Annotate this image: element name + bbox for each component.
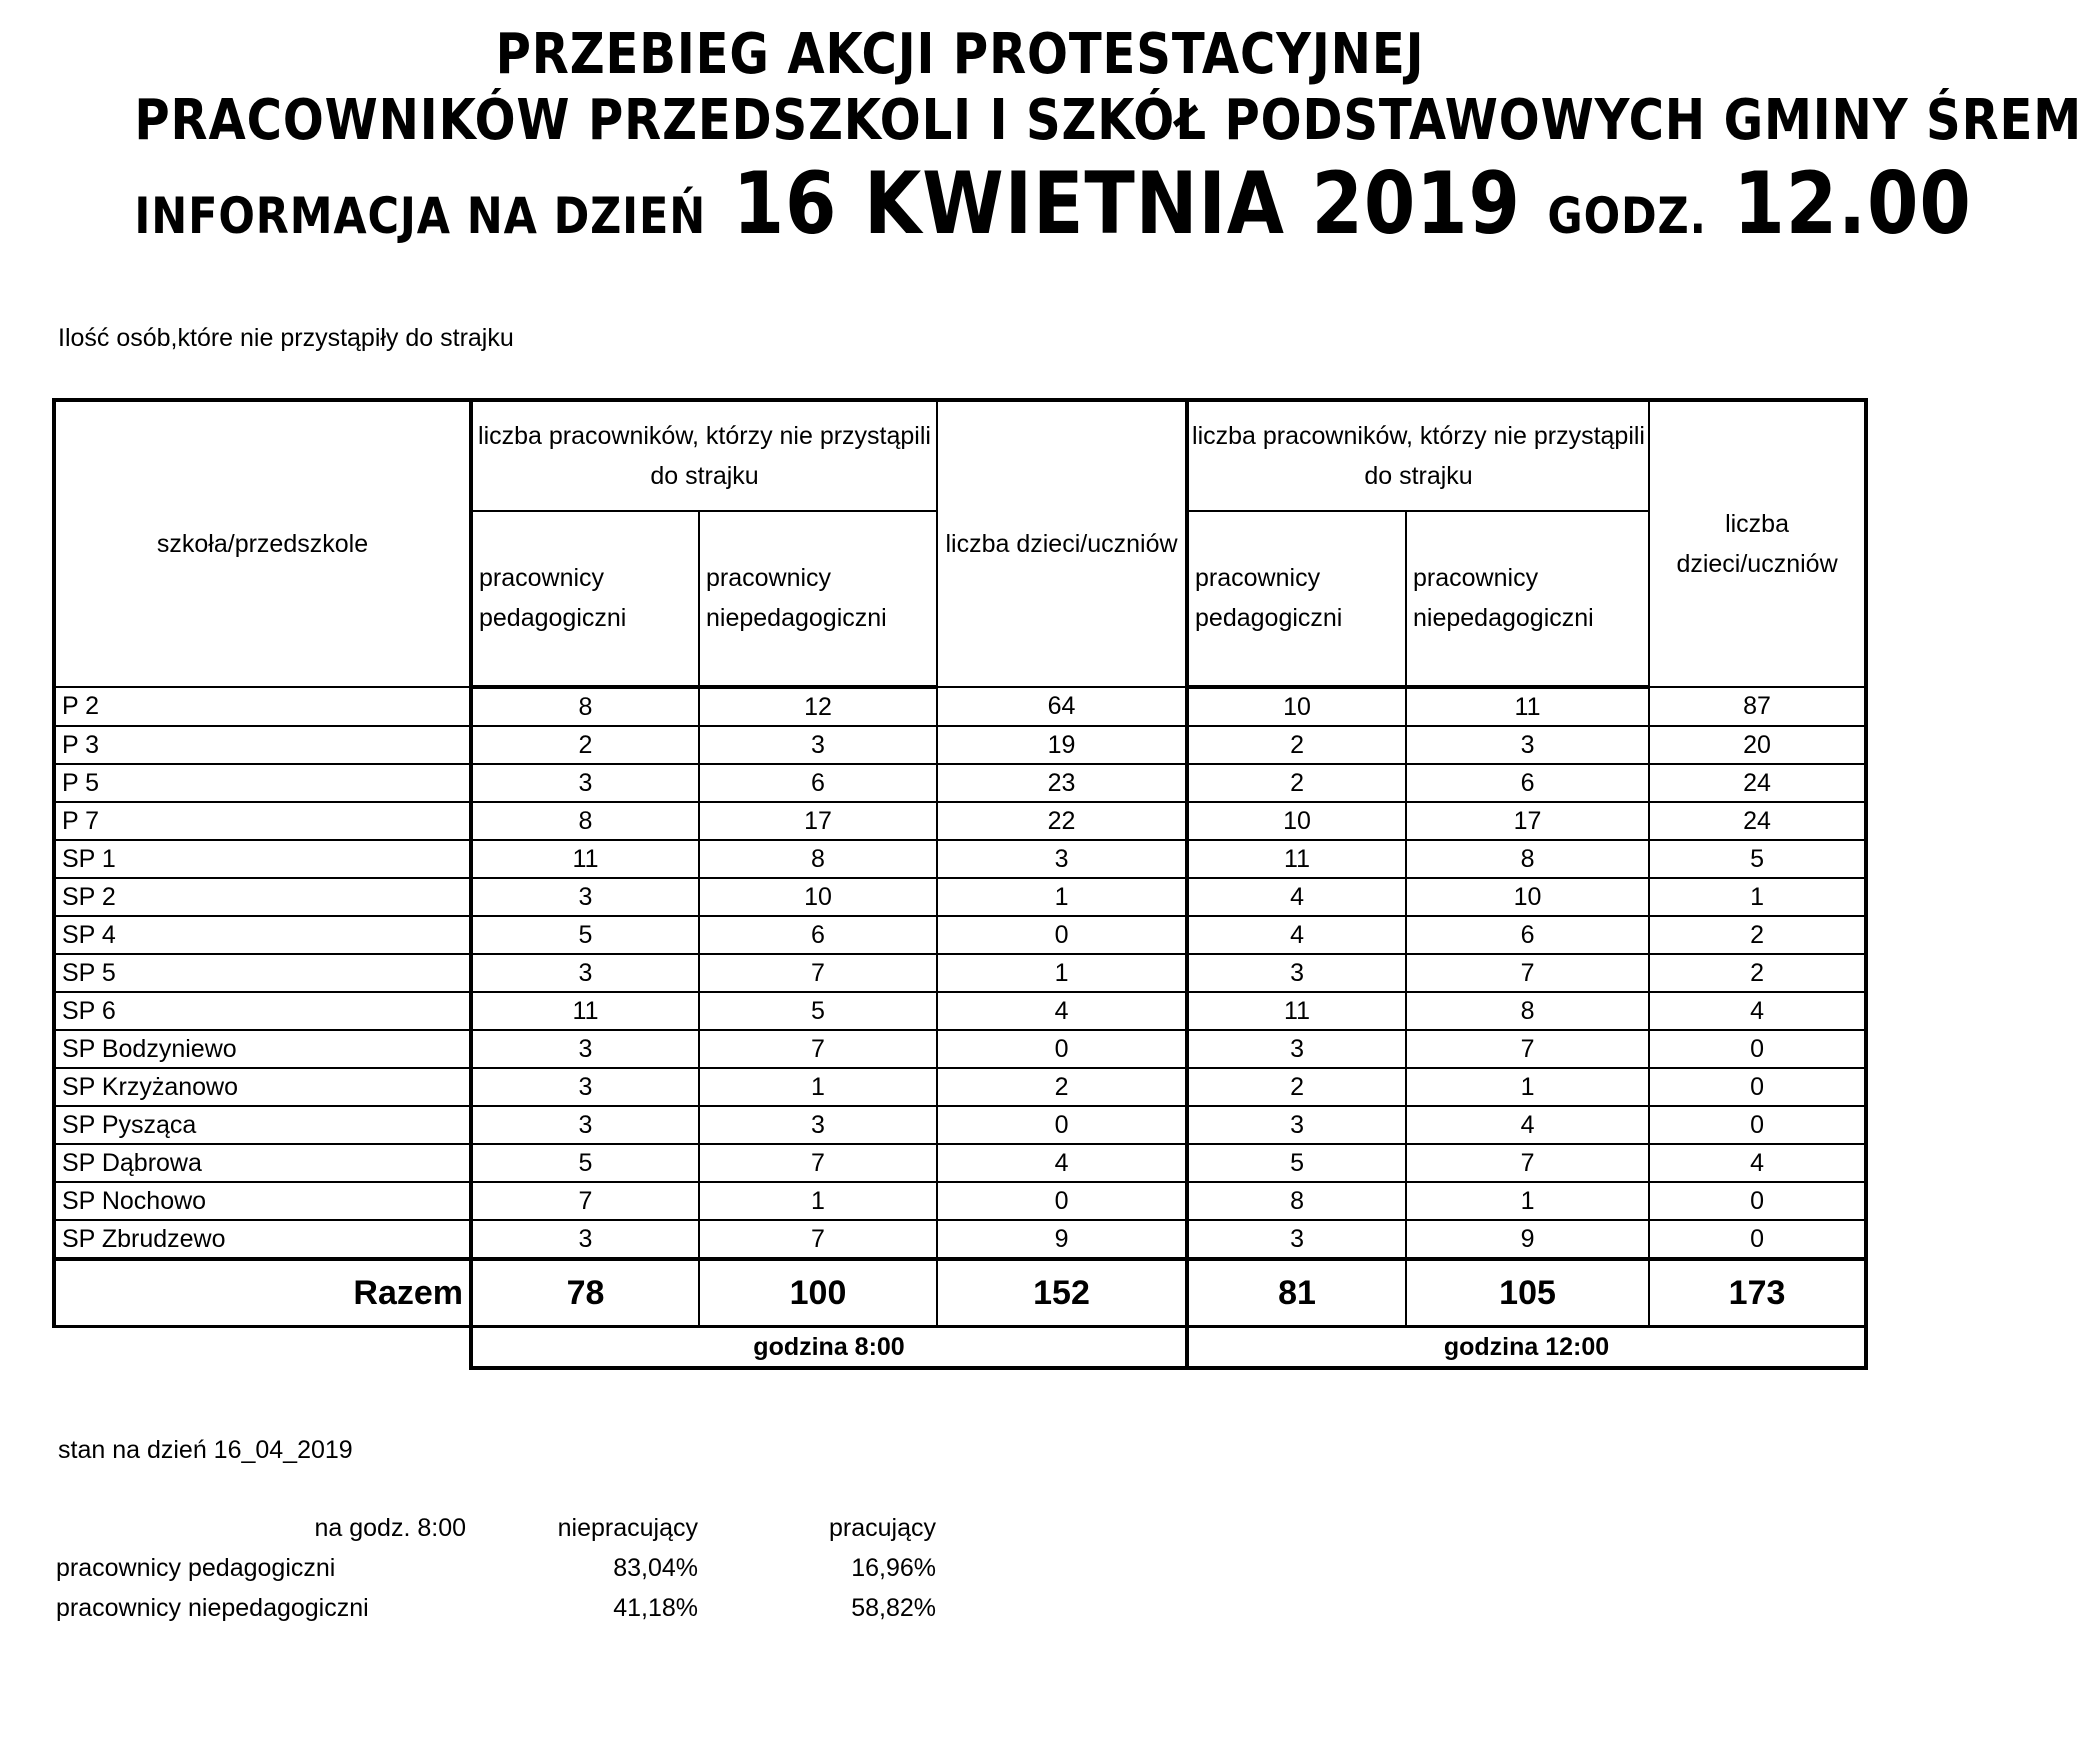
table-cell: 1: [1406, 1182, 1649, 1220]
table-cell: 4: [1187, 878, 1406, 916]
table-cell: 8: [471, 802, 699, 840]
table-row: [54, 1068, 1866, 1106]
table-row: [54, 764, 1866, 802]
header-nieped-12: pracownicy niepedagogiczni: [1406, 511, 1649, 687]
table-cell: 4: [1187, 916, 1406, 954]
table-cell: 3: [1406, 726, 1649, 764]
table-row: [54, 916, 1866, 954]
table-cell: 3: [471, 1220, 699, 1259]
table-cell: 4: [1649, 992, 1866, 1030]
table-cell: 3: [1187, 954, 1406, 992]
row-school-name: P 3: [54, 726, 471, 764]
title-line-3: [134, 154, 1972, 254]
stats-header-working: pracujący: [829, 1513, 936, 1542]
table-row: [54, 954, 1866, 992]
table-cell: 2: [471, 726, 699, 764]
table-cell: 1: [1649, 878, 1866, 916]
table-cell: 7: [699, 1144, 937, 1182]
row-school-name: SP 1: [54, 840, 471, 878]
table-cell: 11: [1187, 992, 1406, 1030]
table-cell: 19: [937, 726, 1187, 764]
title-godz: GODZ.: [1547, 187, 1707, 245]
table-cell: 8: [1406, 840, 1649, 878]
strike-table: [52, 398, 1868, 1370]
table-cell: 8: [1406, 992, 1649, 1030]
table-cell: 9: [937, 1220, 1187, 1259]
stats-table: [56, 1508, 936, 1628]
title-info-prefix: INFORMACJA NA DZIEŃ: [134, 187, 707, 245]
table-cell: 3: [471, 1068, 699, 1106]
total-cell: 152: [937, 1259, 1187, 1327]
row-school-name: SP 5: [54, 954, 471, 992]
table-cell: 5: [699, 992, 937, 1030]
table-cell: 6: [1406, 916, 1649, 954]
header-ped-8: pracownicy pedagogiczni: [471, 511, 699, 687]
stats-header-nonworking: niepracujący: [557, 1513, 698, 1542]
table-cell: 10: [1187, 687, 1406, 726]
row-school-name: P 7: [54, 802, 471, 840]
table-cell: 17: [1406, 802, 1649, 840]
table-cell: 6: [699, 916, 937, 954]
table-cell: 3: [471, 954, 699, 992]
table-cell: 22: [937, 802, 1187, 840]
table-cell: 3: [471, 1106, 699, 1144]
stats-nonworking: 41,18%: [613, 1593, 698, 1622]
table-cell: 9: [1406, 1220, 1649, 1259]
hour-label-12: godzina 12:00: [1187, 1327, 1866, 1369]
table-cell: 1: [699, 1182, 937, 1220]
table-row: [54, 687, 1866, 726]
total-cell: 100: [699, 1259, 937, 1327]
stats-header-time: na godz. 8:00: [314, 1513, 466, 1542]
table-cell: 8: [1187, 1182, 1406, 1220]
table-cell: 20: [1649, 726, 1866, 764]
row-school-name: P 2: [54, 687, 471, 726]
table-cell: 3: [471, 764, 699, 802]
table-cell: 4: [937, 1144, 1187, 1182]
header-children-12: liczba dzieci/uczniów: [1649, 400, 1866, 687]
table-cell: 3: [699, 1106, 937, 1144]
table-cell: 2: [1649, 916, 1866, 954]
row-school-name: SP 2: [54, 878, 471, 916]
table-cell: 5: [471, 916, 699, 954]
table-subtitle: Ilość osób,które nie przystąpiły do strajku: [58, 324, 514, 352]
table-cell: 3: [471, 878, 699, 916]
row-school-name: SP Krzyżanowo: [54, 1068, 471, 1106]
table-cell: 10: [1187, 802, 1406, 840]
table-cell: 10: [699, 878, 937, 916]
table-cell: 5: [1649, 840, 1866, 878]
header-school: szkoła/przedszkole: [54, 400, 471, 687]
table-row: [54, 1030, 1866, 1068]
table-cell: 0: [937, 1106, 1187, 1144]
table-cell: 7: [1406, 954, 1649, 992]
table-cell: 5: [471, 1144, 699, 1182]
header-group-8: liczba pracowników, którzy nie przystąpili do strajku: [471, 400, 937, 511]
table-row: [54, 840, 1866, 878]
table-cell: 8: [471, 687, 699, 726]
table-cell: 17: [699, 802, 937, 840]
stats-label: pracownicy pedagogiczni: [56, 1553, 336, 1582]
title-date: 16 KWIETNIA 2019: [732, 154, 1521, 254]
table-cell: 3: [1187, 1220, 1406, 1259]
row-school-name: SP Nochowo: [54, 1182, 471, 1220]
total-cell: 173: [1649, 1259, 1866, 1327]
table-cell: 7: [1406, 1030, 1649, 1068]
title-line-1: PRZEBIEG AKCJI PROTESTACYJNEJ: [495, 22, 1425, 87]
row-school-name: SP 4: [54, 916, 471, 954]
stats-working: 16,96%: [851, 1553, 936, 1582]
title-time: 12.00: [1733, 154, 1972, 254]
total-label: Razem: [54, 1259, 471, 1327]
table-cell: 1: [937, 878, 1187, 916]
row-school-name: SP Pysząca: [54, 1106, 471, 1144]
table-cell: 24: [1649, 802, 1866, 840]
table-cell: 2: [1187, 764, 1406, 802]
row-school-name: SP Bodzyniewo: [54, 1030, 471, 1068]
table-cell: 1: [937, 954, 1187, 992]
table-cell: 10: [1406, 878, 1649, 916]
table-cell: 3: [699, 726, 937, 764]
table-row: [54, 878, 1866, 916]
table-cell: 2: [937, 1068, 1187, 1106]
table-cell: 0: [1649, 1106, 1866, 1144]
table-cell: 6: [699, 764, 937, 802]
table-cell: 2: [1649, 954, 1866, 992]
table-cell: 11: [471, 840, 699, 878]
row-school-name: P 5: [54, 764, 471, 802]
table-cell: 0: [937, 916, 1187, 954]
title-line-2: PRACOWNIKÓW PRZEDSZKOLI I SZKÓŁ PODSTAWOWYCH GMINY ŚREM: [134, 88, 2082, 153]
table-cell: 7: [699, 1220, 937, 1259]
table-cell: 7: [699, 954, 937, 992]
stats-label: pracownicy niepedagogiczni: [56, 1593, 369, 1622]
header-children-8: liczba dzieci/uczniów: [937, 400, 1187, 687]
header-group-12: liczba pracowników, którzy nie przystąpili do strajku: [1187, 400, 1649, 511]
table-row: [54, 1144, 1866, 1182]
table-cell: 0: [1649, 1068, 1866, 1106]
table-row: [54, 802, 1866, 840]
table-cell: 4: [1649, 1144, 1866, 1182]
table-cell: 4: [937, 992, 1187, 1030]
table-cell: 8: [699, 840, 937, 878]
table-cell: 1: [1406, 1068, 1649, 1106]
table-row: [54, 1106, 1866, 1144]
table-cell: 2: [1187, 726, 1406, 764]
table-cell: 11: [1406, 687, 1649, 726]
table-cell: 87: [1649, 687, 1866, 726]
total-cell: 81: [1187, 1259, 1406, 1327]
table-cell: 0: [937, 1182, 1187, 1220]
table-cell: 4: [1406, 1106, 1649, 1144]
table-cell: 3: [471, 1030, 699, 1068]
table-cell: 24: [1649, 764, 1866, 802]
total-cell: 105: [1406, 1259, 1649, 1327]
table-cell: 0: [1649, 1182, 1866, 1220]
table-cell: 3: [1187, 1030, 1406, 1068]
table-cell: 1: [699, 1068, 937, 1106]
table-cell: 11: [1187, 840, 1406, 878]
hour-label-8: godzina 8:00: [471, 1327, 1187, 1369]
table-row: [54, 726, 1866, 764]
row-school-name: SP Dąbrowa: [54, 1144, 471, 1182]
header-ped-12: pracownicy pedagogiczni: [1187, 511, 1406, 687]
table-cell: 7: [699, 1030, 937, 1068]
table-cell: 6: [1406, 764, 1649, 802]
table-cell: 3: [937, 840, 1187, 878]
stats-working: 58,82%: [851, 1593, 936, 1622]
table-cell: 3: [1187, 1106, 1406, 1144]
table-row: [54, 1182, 1866, 1220]
stats-nonworking: 83,04%: [613, 1553, 698, 1582]
table-cell: 23: [937, 764, 1187, 802]
row-school-name: SP 6: [54, 992, 471, 1030]
table-cell: 7: [471, 1182, 699, 1220]
table-cell: 7: [1406, 1144, 1649, 1182]
table-row: [54, 992, 1866, 1030]
table-cell: 64: [937, 687, 1187, 726]
row-school-name: SP Zbrudzewo: [54, 1220, 471, 1259]
table-cell: 11: [471, 992, 699, 1030]
table-cell: 12: [699, 687, 937, 726]
table-cell: 0: [937, 1030, 1187, 1068]
table-cell: 0: [1649, 1030, 1866, 1068]
table-cell: 0: [1649, 1220, 1866, 1259]
status-date: stan na dzień 16_04_2019: [58, 1436, 353, 1464]
table-row: [54, 1220, 1866, 1259]
table-cell: 5: [1187, 1144, 1406, 1182]
empty-cell: [54, 1327, 471, 1369]
header-nieped-8: pracownicy niepedagogiczni: [699, 511, 937, 687]
table-cell: 2: [1187, 1068, 1406, 1106]
total-cell: 78: [471, 1259, 699, 1327]
